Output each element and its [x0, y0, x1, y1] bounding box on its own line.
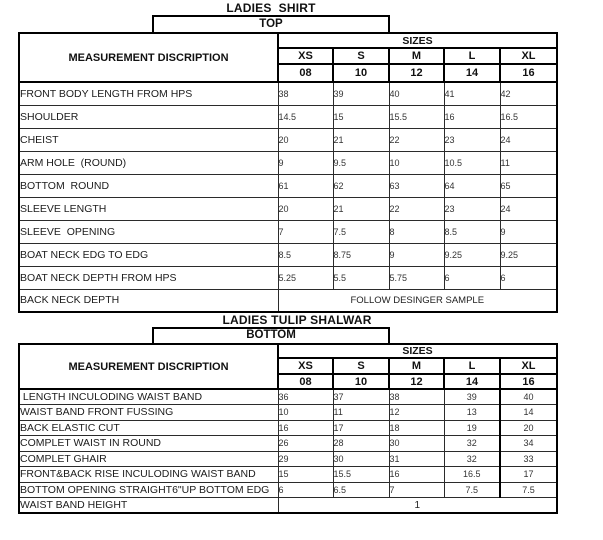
measurement-value: 8.75 [333, 243, 389, 266]
measurement-value: 15 [278, 467, 333, 483]
measurement-value: 18 [389, 420, 444, 436]
measurement-value: 30 [333, 451, 389, 467]
measurement-value: 62 [333, 174, 389, 197]
measurement-value: 20 [278, 128, 333, 151]
measurement-value: 63 [389, 174, 444, 197]
measurement-value: 9 [278, 151, 333, 174]
garment-part-box-top [152, 15, 390, 32]
measurement-value: 6 [444, 266, 500, 289]
measurement-label: WAIST BAND HEIGHT [19, 498, 278, 514]
measurement-row [19, 243, 557, 266]
measurement-row [19, 174, 557, 197]
measurement-value: 38 [389, 389, 444, 405]
measurement-value: 32 [444, 436, 500, 452]
measurement-row [19, 467, 557, 483]
size-label-cell: S [333, 358, 389, 374]
measurement-row [19, 220, 557, 243]
section-ladies-tulip-shalwar [0, 314, 603, 514]
size-number-cell: 16 [500, 64, 557, 82]
measurement-label: SLEEVE OPENING [19, 220, 278, 243]
size-label-cell: XS [278, 48, 333, 64]
measurement-value: 33 [500, 451, 557, 467]
measurement-value: 7.5 [444, 482, 500, 498]
measurement-table-top [18, 32, 558, 313]
size-label-cell: L [444, 48, 500, 64]
measurement-value: 23 [444, 128, 500, 151]
measurement-label: BACK ELASTIC CUT [19, 420, 278, 436]
measurement-value: 11 [500, 151, 557, 174]
measurement-label: ARM HOLE (ROUND) [19, 151, 278, 174]
measurement-value: 10 [278, 405, 333, 421]
measurement-value: 20 [278, 197, 333, 220]
garment-part-label-bottom: BOTTOM [246, 329, 296, 341]
measurement-value: 13 [444, 405, 500, 421]
measurement-value: 5.5 [333, 266, 389, 289]
size-number-cell: 14 [444, 374, 500, 389]
size-number-cell: 14 [444, 64, 500, 82]
measurement-label: BOTTOM ROUND [19, 174, 278, 197]
measurement-label: SHOULDER [19, 105, 278, 128]
measurement-label: LENGTH INCULODING WAIST BAND [19, 389, 278, 405]
measurement-value: 34 [500, 436, 557, 452]
size-number-cell: 08 [278, 374, 333, 389]
measurement-value: 7.5 [333, 220, 389, 243]
measurement-value: 26 [278, 436, 333, 452]
size-number-cell: 12 [389, 374, 444, 389]
measurement-row [19, 451, 557, 467]
measurement-row [19, 151, 557, 174]
merged-value-cell: FOLLOW DESINGER SAMPLE [278, 289, 557, 312]
measurement-description-header: MEASUREMENT DISCRIPTION [19, 344, 278, 389]
measurement-value: 5.75 [389, 266, 444, 289]
measurement-row [19, 498, 557, 514]
size-label-cell: S [333, 48, 389, 64]
measurement-value: 40 [389, 82, 444, 105]
measurement-label: BOTTOM OPENING STRAIGHT6"UP BOTTOM EDG [19, 482, 278, 498]
measurement-label: CHEIST [19, 128, 278, 151]
measurement-value: 16.5 [444, 467, 500, 483]
measurement-value: 9 [500, 220, 557, 243]
merged-value-cell: 1 [278, 498, 557, 514]
measurement-value: 16 [278, 420, 333, 436]
measurement-value: 9.25 [500, 243, 557, 266]
measurement-value: 21 [333, 197, 389, 220]
sizes-header: SIZES [278, 344, 557, 358]
measurement-value: 6 [500, 266, 557, 289]
measurement-value: 65 [500, 174, 557, 197]
measurement-value: 6.5 [333, 482, 389, 498]
measurement-value: 42 [500, 82, 557, 105]
measurement-value: 22 [389, 128, 444, 151]
measurement-label: COMPLET GHAIR [19, 451, 278, 467]
size-number-cell: 16 [500, 374, 557, 389]
measurement-value: 15.5 [333, 467, 389, 483]
measurement-value: 23 [444, 197, 500, 220]
size-label-cell: XL [500, 358, 557, 374]
size-label-cell: L [444, 358, 500, 374]
measurement-value: 16 [444, 105, 500, 128]
measurement-value: 39 [444, 389, 500, 405]
measurement-value: 11 [333, 405, 389, 421]
measurement-value: 10 [389, 151, 444, 174]
size-number-cell: 12 [389, 64, 444, 82]
measurement-value: 40 [500, 389, 557, 405]
size-number-cell: 08 [278, 64, 333, 82]
measurement-value: 15 [333, 105, 389, 128]
measurement-value: 8.5 [444, 220, 500, 243]
measurement-description-header: MEASUREMENT DISCRIPTION [19, 33, 278, 82]
measurement-table-bottom [18, 343, 558, 514]
measurement-label: SLEEVE LENGTH [19, 197, 278, 220]
measurement-row [19, 389, 557, 405]
measurement-value: 20 [500, 420, 557, 436]
measurement-value: 41 [444, 82, 500, 105]
measurement-value: 39 [333, 82, 389, 105]
header-row-sizes [19, 33, 557, 48]
measurement-value: 61 [278, 174, 333, 197]
size-label-cell: M [389, 358, 444, 374]
measurement-row [19, 82, 557, 105]
measurement-value: 22 [389, 197, 444, 220]
measurement-value: 15.5 [389, 105, 444, 128]
measurement-value: 38 [278, 82, 333, 105]
measurement-value: 36 [278, 389, 333, 405]
measurement-label: FRONT BODY LENGTH FROM HPS [19, 82, 278, 105]
measurement-value: 9 [389, 243, 444, 266]
size-number-cell: 10 [333, 64, 389, 82]
measurement-row [19, 436, 557, 452]
measurement-value: 14 [500, 405, 557, 421]
measurement-value: 32 [444, 451, 500, 467]
measurement-value: 30 [389, 436, 444, 452]
measurement-value: 9.25 [444, 243, 500, 266]
section-title-ladies-tulip-shalwar: LADIES TULIP SHALWAR [222, 313, 372, 327]
measurement-value: 10.5 [444, 151, 500, 174]
measurement-row [19, 289, 557, 312]
measurement-value: 21 [333, 128, 389, 151]
measurement-value: 24 [500, 197, 557, 220]
section-ladies-shirt [0, 2, 603, 313]
size-label-cell: M [389, 48, 444, 64]
measurement-value: 9.5 [333, 151, 389, 174]
header-row-sizes [19, 344, 557, 358]
measurement-value: 8 [389, 220, 444, 243]
sizes-header: SIZES [278, 33, 557, 48]
measurement-value: 7.5 [500, 482, 557, 498]
measurement-value: 29 [278, 451, 333, 467]
measurement-label: WAIST BAND FRONT FUSSING [19, 405, 278, 421]
measurement-value: 64 [444, 174, 500, 197]
size-label-cell: XL [500, 48, 557, 64]
measurement-value: 28 [333, 436, 389, 452]
measurement-value: 5.25 [278, 266, 333, 289]
measurement-value: 37 [333, 389, 389, 405]
measurement-row [19, 420, 557, 436]
measurement-value: 16 [389, 467, 444, 483]
garment-part-label-top: TOP [259, 18, 283, 30]
measurement-value: 19 [444, 420, 500, 436]
measurement-label: BOAT NECK EDG TO EDG [19, 243, 278, 266]
measurement-row [19, 482, 557, 498]
measurement-row [19, 197, 557, 220]
measurement-label: COMPLET WAIST IN ROUND [19, 436, 278, 452]
measurement-value: 7 [389, 482, 444, 498]
measurement-value: 24 [500, 128, 557, 151]
measurement-row [19, 128, 557, 151]
measurement-value: 12 [389, 405, 444, 421]
size-label-cell: XS [278, 358, 333, 374]
size-number-cell: 10 [333, 374, 389, 389]
section-title-ladies-shirt: LADIES SHIRT [226, 1, 316, 15]
measurement-label: BACK NECK DEPTH [19, 289, 278, 312]
measurement-row [19, 405, 557, 421]
measurement-label: FRONT&BACK RISE INCULODING WAIST BAND [19, 467, 278, 483]
measurement-value: 31 [389, 451, 444, 467]
measurement-value: 7 [278, 220, 333, 243]
measurement-value: 17 [333, 420, 389, 436]
garment-part-box-bottom [152, 327, 390, 343]
measurement-value: 14.5 [278, 105, 333, 128]
measurement-row [19, 105, 557, 128]
measurement-value: 8.5 [278, 243, 333, 266]
measurement-row [19, 266, 557, 289]
measurement-value: 16.5 [500, 105, 557, 128]
measurement-value: 6 [278, 482, 333, 498]
measurement-value: 17 [500, 467, 557, 483]
measurement-label: BOAT NECK DEPTH FROM HPS [19, 266, 278, 289]
